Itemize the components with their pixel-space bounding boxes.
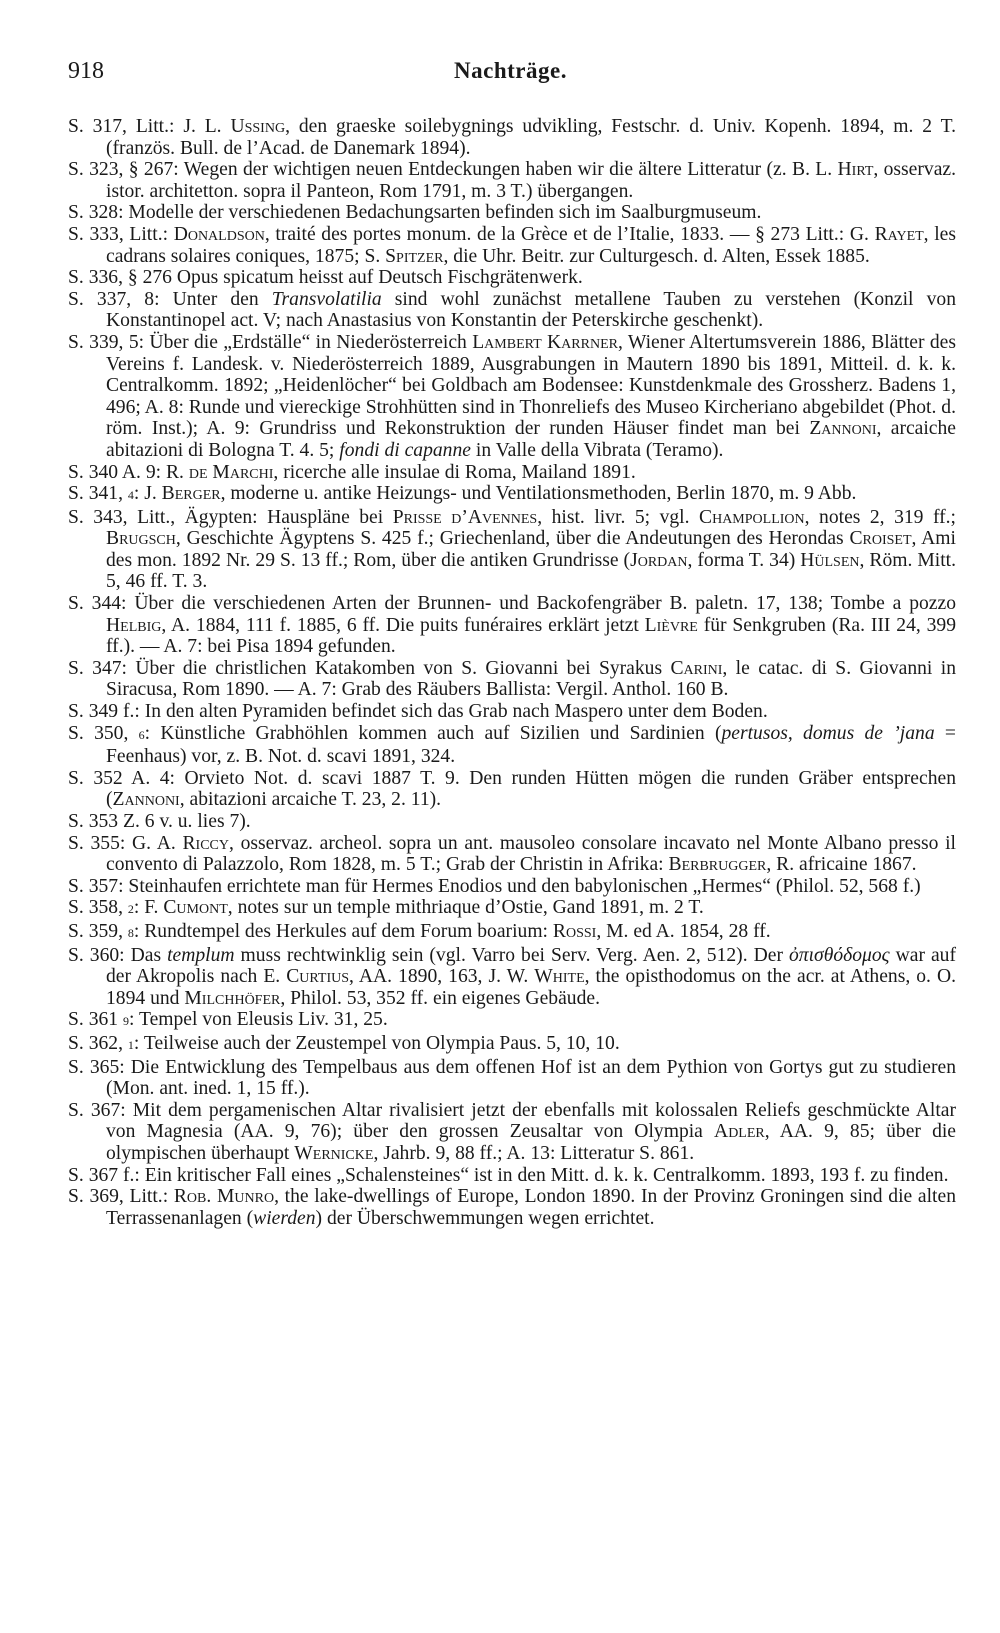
entry-text: , Wiener Altertumsverein 1886, Blätter des Vereins f. Landesk. v. Niederösterreich 1889, Ausgrabungen in Mautern 1890 bis 1891, Mitteil. d. k. k. Centralkomm. 1892; „Heidenlöcher“ bei Goldbach am Bodensee: Kunstdenkmale des Grossherz. Badens 1, 496; A. 8: Runde und viereckige Strohhütten sind in Thonreliefs des Museo Kircheriano abgebildet (Phot. d. röm. Inst.); A. 9: Grundriss und Rekonstruktion der runden Häuser findet man bei [106,331,956,440]
entry-text: S. 369, Litt.: [68,1186,174,1208]
addenda-entry [68,768,956,811]
author-name: Prisse d’Avennes [392,506,538,528]
author-name: Zannoni [809,418,877,440]
author-name: Cumont [163,897,228,919]
entry-text: muss rechtwinklig sein (vgl. Varro bei Serv. Verg. Aen. 2, 512). Der [234,944,789,966]
entry-text: , Röm. Mitt. 5, 46 ff. T. 3. [106,549,957,593]
author-name: Croiset [849,528,912,550]
running-head: Nachträge. [454,58,567,83]
entry-text: S. 360: Das [68,944,168,966]
addenda-entry [68,1009,956,1033]
entry-text: sind wohl zunächst metallene Tauben zu verstehen (Konzil von Konstantinopel act. V; nach Anastasius von Konstantin der Peterskirche geschenkt). [106,288,956,332]
author-name: Jordan [630,549,688,571]
author-name: Rayet [874,223,924,245]
entry-text: , Jahrb. 9, 88 ff.; A. 13: Litteratur S. 861. [373,1142,695,1164]
addenda-entry [68,701,956,723]
author-name: Milchhöfer [184,987,281,1009]
entry-text: S. 341, [68,483,128,505]
entry-text: S. 317, Litt.: J. L. [68,116,231,137]
entry-text: , traité des portes monum. de la Grèce et de l’Italie, 1833. — § 273 Litt.: G. [264,223,875,245]
entry-text: , osservaz. istor. architetton. sopra il Panteon, Rom 1791, m. 3 T.) übergangen. [106,159,956,202]
entry-text: : J. [133,483,162,505]
author-name: Wernicke [294,1142,374,1164]
entry-text: S. 349 f.: In den alten Pyramiden befindet sich das Grab nach Maspero unter dem Boden. [68,701,768,723]
entry-text: S. 365: Die Entwicklung des Tempelbaus aus dem offenen Hof ist an dem Pythion von Gortys gut zu studieren (Mon. ant. ined. 1, 15 ff.). [68,1056,956,1100]
entry-text: : Tempel von Eleusis Liv. 31, 25. [128,1009,388,1031]
entry-text: S. 333, Litt.: [68,223,174,245]
italic-term: wierden [253,1207,316,1229]
author-name: Champollion [699,506,805,528]
entry-text: , moderne u. antike Heizungs- und Ventilationsmethoden, Berlin 1870, m. 9 Abb. [220,483,857,505]
entry-text: , die Uhr. Beitr. zur Culturgesch. d. Alten, Essek 1885. [443,245,870,267]
entry-text: : F. [133,897,164,919]
entry-text: , notes sur un temple mithriaque d’Ostie, Gand 1891, m. 2 T. [227,897,704,919]
entry-text: , notes 2, 319 ff.; [804,506,956,528]
italic-term: templum [167,944,235,966]
italic-term: fondi di capanne [339,439,471,461]
entry-text: S. 358, [68,897,128,919]
addenda-entry [68,507,956,593]
addenda-entry [68,1033,956,1057]
entry-text: für Senkgruben (Ra. III 24, 399 ff.). — A. 7: bei Pisa 1894 gefunden. [106,614,956,658]
author-name: Berbrugger [668,854,767,876]
author-name: Lambert Karrner [472,331,618,353]
author-name: Rossi [552,920,597,942]
addenda-entry [68,483,956,507]
entry-text: , A. 1884, 111 f. 1885, 6 ff. Die puits funéraires erklärt jetzt [161,614,645,636]
addenda-entry [68,811,956,833]
addenda-entry [68,224,956,267]
entry-text: , Philol. 53, 352 ff. ein eigenes Gebäude. [280,987,600,1009]
page-header [68,58,953,92]
italic-term: Transvolatilia [271,288,382,310]
entry-text: S. 367 f.: Ein kritischer Fall eines „Schalensteines“ ist in den Mitt. d. k. k. Centralkomm. 1893, 193 f. zu finden. [68,1164,949,1186]
entry-text: S. 344: Über die verschiedenen Arten der Brunnen- und Backofengräber B. paletn. 17, 138; Tombe a pozzo [68,593,956,615]
entry-text: S. 359, [68,920,128,942]
addenda-entries [68,116,956,1229]
addenda-entry [68,267,956,289]
author-name: Zannoni [112,789,180,811]
entry-text: , ricerche alle insulae di Roma, Mailand 1891. [273,461,636,483]
entry-text: ) der Überschwemmungen wegen errichtet. [315,1207,655,1229]
addenda-entry [68,462,956,484]
author-name: Curtius [286,966,350,988]
entry-text: S. 357: Steinhaufen errichtete man für Hermes Enodios und den babylonischen „Hermes“ (Philol. 52, 568 f.) [68,875,921,897]
entry-text: S. 337, 8: Unter den [68,288,272,310]
entry-text: : Teilweise auch der Zeustempel von Olympia Paus. 5, 10, 10. [133,1032,620,1054]
addenda-entry [68,921,956,945]
italic-term: pertusos, domus de ’jana [721,722,935,744]
entry-text: , forma T. 34) [687,549,801,571]
note-number: 1 [127,1037,134,1052]
addenda-entry [68,289,956,332]
addenda-entry [68,1100,956,1165]
entry-text: S. 323, § 267: Wegen der wichtigen neuen Entdeckungen haben wir die ältere Litteratur (z. B. L. [68,159,838,181]
author-name: Hülsen [800,549,860,571]
entry-text: S. 367: Mit dem pergamenischen Altar rivalisiert jetzt der ebenfalls mit kolossalen Reliefs geschmückte Altar von Magnesia (AA. 9, 76); über den grossen Zeusaltar von Olympia [68,1099,956,1143]
entry-text: S. 362, [68,1032,128,1054]
note-number: 8 [127,925,134,940]
entry-text: , le catac. di S. Giovanni in Siracusa, Rom 1890. — A. 7: Grab des Räubers Ballista: Vergil. Anthol. 160 B. [106,657,956,701]
author-name: Adler [714,1121,765,1143]
entry-text: , AA. 9, 85; über die olympischen überhaupt [106,1121,957,1164]
addenda-entry [68,159,956,202]
note-number: 9 [122,1014,129,1029]
addenda-entry [68,1165,956,1187]
entry-text: : Künstliche Grabhöhlen kommen auch auf Sizilien und Sardinien ( [144,722,722,744]
addenda-entry [68,833,956,876]
addenda-entry [68,1057,956,1100]
entry-text: , M. ed A. 1854, 28 ff. [596,920,771,942]
entry-text: S. 328: Modelle der verschiedenen Bedachungsarten befinden sich im Saalburgmuseum. [68,202,762,224]
entry-text: S. 352 A. 4: Orvieto Not. d. scavi 1887 T. 9. Den runden Hütten mögen die runden Gräber entsprechen ( [68,767,956,811]
entry-text: S. 353 Z. 6 v. u. lies 7). [68,811,251,832]
entry-text: : Rundtempel des Herkules auf dem Forum boarium: [133,920,553,942]
author-name: de Marchi [188,461,274,483]
entry-text: S. 340 A. 9: R. [68,461,189,483]
entry-text: , osservaz. archeol. sopra un ant. mausoleo consolare incavato nel Monte Albano presso il convento di Palazzolo, Rom 1828, m. 5 T.; Grab der Christin in Afrika: [106,832,956,876]
entry-text: war auf der Akropolis nach E. [106,944,956,988]
addenda-entry [68,332,956,462]
author-name: Helbig [106,614,162,636]
author-name: Riccy [182,832,229,854]
addenda-entry [68,593,956,658]
entry-text: S. 361 [68,1009,123,1031]
author-name: Donaldson [173,223,265,245]
note-number: 2 [127,902,134,917]
entry-text: , abitazioni arcaiche T. 23, 2. 11). [179,789,442,811]
author-name: Ussing [230,116,286,137]
addenda-entry [68,1186,956,1229]
entry-text: , Ami des mon. 1892 Nr. 29 S. 13 ff.; Rom, über die antiken Grundrisse ( [106,528,956,571]
entry-text: in Valle della Vibrata (Teramo). [470,439,724,461]
addenda-entry [68,876,956,898]
author-name: Carini [670,657,723,679]
entry-text: = Feenhaus) vor, z. B. Not. d. scavi 1891, 324. [106,722,956,768]
entry-text: S. 350, [68,722,139,744]
author-name: Brugsch [106,528,176,550]
entry-text: , AA. 1890, 163, J. W. [349,966,535,988]
addenda-entry [68,116,956,159]
entry-text: , R. africaine 1867. [766,854,917,876]
entry-text: S. 347: Über die christlichen Katakomben von S. Giovanni bei Syrakus [68,657,671,679]
entry-text: S. 343, Litt., Ägypten: Hauspläne bei [68,506,393,528]
entry-text: S. 355: G. A. [68,832,183,854]
note-number: 6 [138,727,145,742]
entry-text: , the opisthodomus on the acr. at Athens, o. O. 1894 und [106,966,957,1009]
author-name: Lièvre [644,614,698,636]
addenda-entry [68,202,956,224]
entry-text: S. 339, 5: Über die „Erdställe“ in Niederösterreich [68,331,473,353]
addenda-entry [68,945,956,1010]
note-number: 4 [127,488,134,503]
addenda-entry [68,897,956,921]
italic-term: ὀπισθόδομος [788,944,890,966]
entry-text: , the lake-dwellings of Europe, London 1890. In der Provinz Groningen sind die alten Terrassenanlagen ( [106,1186,956,1229]
entry-text: , arcaiche abitazioni di Bologna T. 4. 5; [106,418,956,461]
author-name: Rob. Munro [173,1186,275,1208]
author-name: Hirt [837,159,874,181]
entry-text: , les cadrans solaires coniques, 1875; S. [106,223,956,267]
entry-text: , hist. livr. 5; vgl. [537,506,700,528]
addenda-entry [68,658,956,701]
entry-text: S. 336, § 276 Opus spicatum heisst auf Deutsch Fischgrätenwerk. [68,267,583,289]
page-number: 918 [68,58,104,84]
author-name: White [534,966,585,988]
author-name: Berger [161,483,221,505]
entry-text: , den graeske soilebygnings udvikling, Festschr. d. Univ. Kopenh. 1894, m. 2 T. (französ. Bull. de l’Acad. de Danemark 1894). [106,116,956,159]
addenda-entry [68,723,956,768]
author-name: Spitzer [385,245,444,267]
entry-text: , Geschichte Ägyptens S. 425 f.; Griechenland, über die Andeutungen des Herondas [175,528,850,550]
